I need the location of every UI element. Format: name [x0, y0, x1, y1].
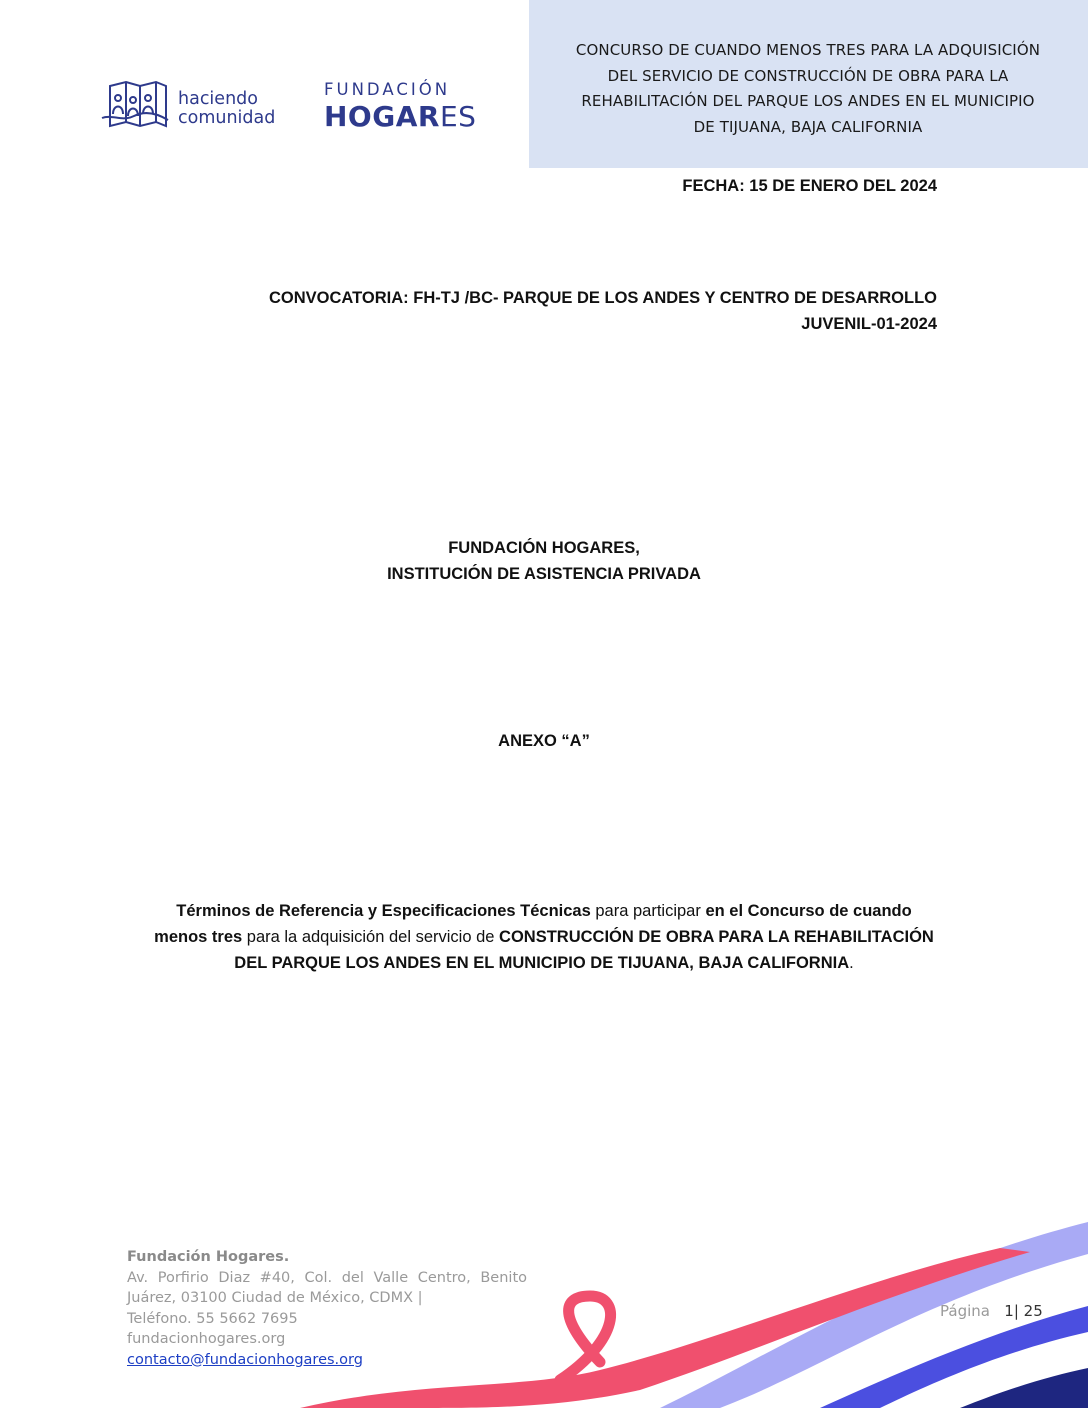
terms-text-2: para la adquisición del servicio de [242, 928, 500, 946]
header-title [540, 38, 1076, 140]
logo-hogares-wordmark [324, 100, 484, 134]
logo-fundacion-label: FUNDACIÓN [324, 80, 451, 99]
fundacion-hogares-logo [324, 80, 484, 140]
convocatoria-heading [217, 285, 937, 337]
logo-text-line: haciendo [178, 89, 258, 109]
footer-address: Av. Porfirio Diaz #40, Col. del Valle Centro, Benito Juárez, 03100 Ciudad de México, CDMX | [127, 1269, 527, 1306]
ribbon-navy-band [960, 1368, 1088, 1408]
haciendo-comunidad-logo [100, 80, 290, 136]
annex-title: ANEXO “A” [498, 732, 590, 750]
convocatoria-line: CONVOCATORIA: FH-TJ /BC- PARQUE DE LOS ANDES Y CENTRO DE DESARROLLO [269, 289, 937, 307]
header-title-line: CONCURSO DE CUANDO MENOS TRES PARA LA ADQUISICIÓN [575, 41, 1041, 59]
logo-hogares-light: ES [439, 100, 477, 133]
haciendo-comunidad-wordmark [178, 90, 275, 128]
footer-contact [127, 1247, 527, 1370]
footer-email-link[interactable]: contacto@fundacionhogares.org [127, 1351, 363, 1368]
footer-org-name: Fundación Hogares. [127, 1249, 290, 1265]
page-current: 1 [1004, 1302, 1014, 1320]
document-date: FECHA: 15 DE ENERO DEL 2024 [682, 177, 937, 195]
footer-website: fundacionhogares.org [127, 1331, 286, 1347]
haciendo-comunidad-icon [100, 80, 170, 136]
institution-line: FUNDACIÓN HOGARES, [448, 539, 640, 557]
institution-heading [150, 535, 938, 587]
terms-text-1: para participar [590, 902, 706, 920]
ribbon-pink-loop [560, 1296, 611, 1380]
terms-text-3: . [849, 954, 854, 972]
page-label: Página [940, 1302, 990, 1320]
page-total: 25 [1023, 1302, 1043, 1320]
institution-line: INSTITUCIÓN DE ASISTENCIA PRIVADA [387, 565, 701, 583]
terms-bold-3: CONSTRUCCIÓN DE OBRA PARA LA REHABILITACIÓN DEL PARQUE LOS ANDES EN EL MUNICIPIO DE TIJUANA, BAJA CALIFORNIA [234, 928, 934, 972]
header-title-line: DE TIJUANA, BAJA CALIFORNIA [693, 117, 923, 136]
terms-paragraph [150, 898, 938, 976]
footer-phone: Teléfono. 55 5662 7695 [127, 1310, 298, 1327]
convocatoria-line: JUVENIL-01-2024 [801, 315, 937, 333]
terms-bold-2: en el Concurso de cuando menos tres [154, 902, 912, 946]
logo-hogares-bold: HOGAR [324, 100, 440, 133]
logo-text-line: comunidad [178, 108, 276, 128]
header-title-line: DEL SERVICIO DE CONSTRUCCIÓN DE OBRA PARA LA [607, 66, 1009, 85]
page-number [940, 1302, 1043, 1320]
terms-bold-1: Términos de Referencia y Especificaciones Técnicas [176, 902, 591, 920]
page-separator: | [1013, 1302, 1019, 1320]
header-title-line: REHABILITACIÓN DEL PARQUE LOS ANDES EN EL MUNICIPIO [581, 92, 1035, 110]
